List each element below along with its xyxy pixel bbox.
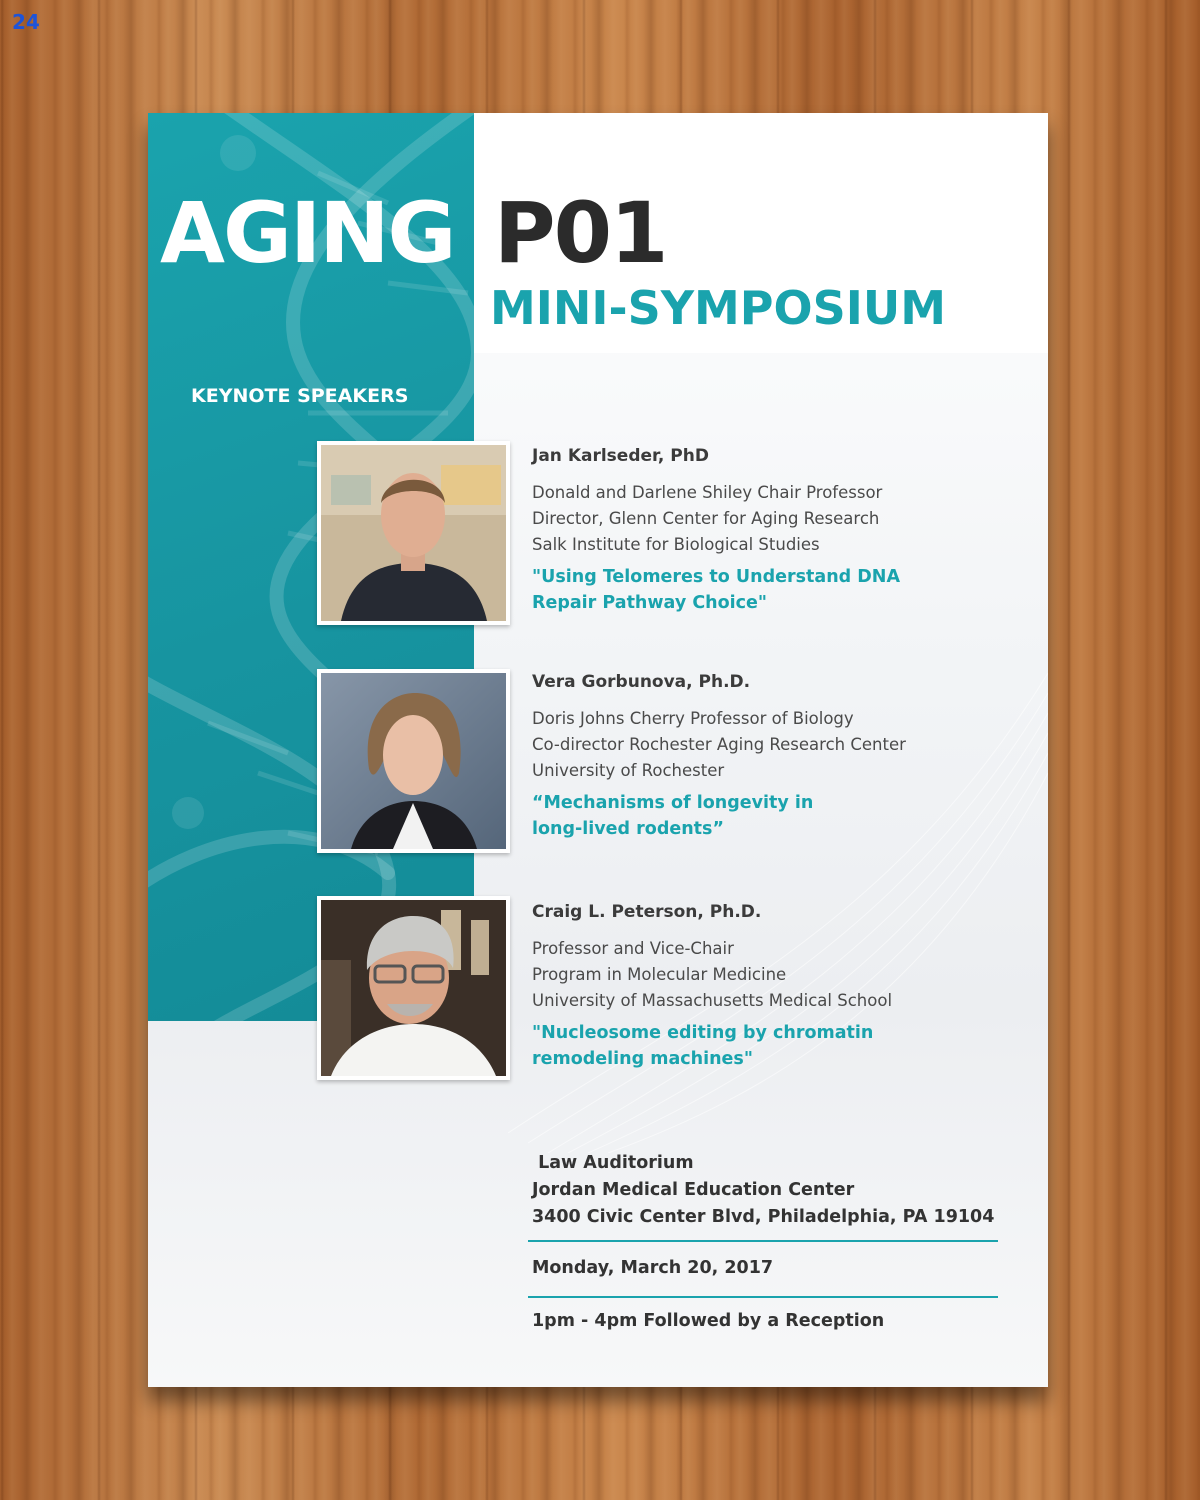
speaker-karlseder: [532, 446, 1032, 616]
speaker-photo-gorbunova: [317, 669, 510, 853]
speaker-title-line: Program in Molecular Medicine: [532, 965, 787, 984]
talk-title-line: long-lived rodents”: [532, 819, 724, 839]
venue-address: 3400 Civic Center Blvd, Philadelphia, PA 19104: [532, 1207, 995, 1227]
talk-title-line: "Nucleosome editing by chromatin: [532, 1023, 874, 1043]
event-time: 1pm - 4pm Followed by a Reception: [532, 1311, 885, 1331]
speaker-name: Craig L. Peterson, Ph.D.: [532, 902, 762, 922]
speaker-photo-karlseder: [317, 441, 510, 625]
speaker-photo-peterson: [317, 896, 510, 1080]
divider-line: [528, 1296, 998, 1298]
title-aging: AGING: [160, 184, 455, 282]
speaker-title-line: Doris Johns Cherry Professor of Biology: [532, 709, 854, 728]
speaker-title-line: Director, Glenn Center for Aging Research: [532, 509, 880, 528]
symposium-poster: [148, 113, 1048, 1387]
speaker-title-line: Salk Institute for Biological Studies: [532, 535, 820, 554]
talk-title-line: “Mechanisms of longevity in: [532, 793, 814, 813]
speaker-name: Jan Karlseder, PhD: [532, 446, 709, 466]
speaker-peterson: [532, 902, 1032, 1072]
title-p01: P01: [494, 184, 667, 282]
title-mini-symposium: MINI-SYMPOSIUM: [490, 281, 947, 335]
talk-title-line: remodeling machines": [532, 1049, 753, 1069]
venue-room: Law Auditorium: [532, 1153, 694, 1173]
talk-title: [532, 790, 1032, 842]
page-number-label: 24: [12, 10, 40, 34]
venue-building: Jordan Medical Education Center: [532, 1180, 855, 1200]
talk-title: [532, 564, 1032, 616]
keynote-speakers-heading: KEYNOTE SPEAKERS: [191, 385, 409, 407]
divider-line: [528, 1240, 998, 1242]
talk-title-line: Repair Pathway Choice": [532, 593, 768, 613]
speaker-title-line: University of Massachusetts Medical School: [532, 991, 893, 1010]
event-date: Monday, March 20, 2017: [532, 1258, 774, 1278]
venue-block: [532, 1150, 1012, 1231]
speaker-title-line: Professor and Vice-Chair: [532, 939, 734, 958]
talk-title-line: "Using Telomeres to Understand DNA: [532, 567, 900, 587]
speaker-title-line: Donald and Darlene Shiley Chair Professor: [532, 483, 883, 502]
speaker-title-line: University of Rochester: [532, 761, 725, 780]
speaker-title-line: Co-director Rochester Aging Research Center: [532, 735, 906, 754]
talk-title: [532, 1020, 1032, 1072]
speaker-gorbunova: [532, 672, 1032, 842]
speaker-name: Vera Gorbunova, Ph.D.: [532, 672, 751, 692]
